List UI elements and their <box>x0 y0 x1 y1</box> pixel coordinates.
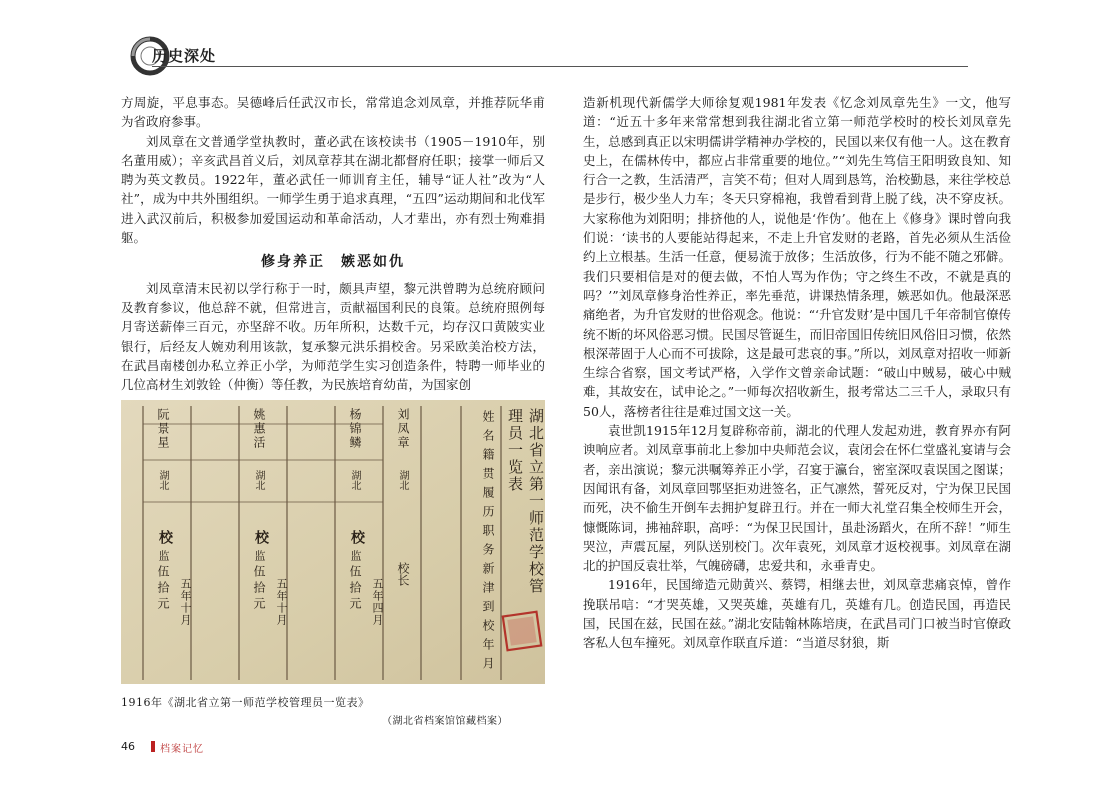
pay-char: 元 <box>156 597 170 613</box>
pay-char: 元 <box>252 597 266 613</box>
header-char: 名 <box>481 429 495 448</box>
row-name: 姚惠活 <box>252 408 266 450</box>
header-char: 校 <box>481 619 495 638</box>
row-role: 校 <box>157 530 173 544</box>
pay-char: 伍 <box>348 565 362 581</box>
row-pay-amount <box>251 565 268 613</box>
archive-row <box>395 408 419 678</box>
row-name: 阮景星 <box>156 408 170 450</box>
header-char: 历 <box>481 505 495 524</box>
footer-bar-icon <box>151 741 155 752</box>
row-date: 五年十月 <box>179 578 192 626</box>
row-name: 刘凤章 <box>396 408 410 450</box>
header-char: 务 <box>481 543 495 562</box>
row-date: 五年十月 <box>275 578 288 626</box>
figure-caption: 1916年《湖北省立第一师范学校管理员一览表》 <box>121 696 370 709</box>
paragraph: 1916年，民国缔造元勋黄兴、蔡锷，相继去世，刘凤章悲痛哀悼，曾作挽联吊唁：“才哭英雄，又哭英雄，英雄有几，英雄有几。创造民国，再造民国，民国在兹，民国在兹。”湖北安陆翰林陈培庚，在武昌司门口被当时官僚政客私人包车撞死。刘凤章作联直斥道：“当道尽豺狼，斯 <box>583 577 1011 651</box>
paragraph: 刘凤章清末民初以学行称于一时，颇具声望，黎元洪曾聘为总统府顾问及教育参议，他总辞不就，但常进言，贡献福国利民的良策。总统府照例每月寄送薪俸三百元，亦坚辞不收。历年所积，达数千元，均存汉口黄陂实业银行，后经友人婉劝利用该款，复承黎元洪乐捐校舍。另采欧美治校方法，在武昌南楼创办私立养正小学，为师范学生实习创造条件，特聘一师毕业的几位高材生刘敦铨（仲衡）等任教，为民族培育幼苗，为国家创 <box>121 280 545 393</box>
row-origin: 湖北 <box>397 470 408 490</box>
row-role: 校 <box>253 530 269 544</box>
row-date: 五年四月 <box>371 578 384 626</box>
header-char: 新 <box>481 562 495 581</box>
section-title: 历史深处 <box>152 47 217 65</box>
magazine-name: 档案记忆 <box>160 744 204 755</box>
archive-row <box>347 408 381 678</box>
header-rule <box>152 66 968 67</box>
archive-col-headers <box>467 410 497 680</box>
header-char: 贯 <box>481 467 495 486</box>
pay-char: 拾 <box>348 581 362 597</box>
row-pay-amount <box>155 565 172 613</box>
row-pay-label: 监 <box>349 550 362 561</box>
archival-document-photo <box>121 400 545 684</box>
row-role: 校 <box>349 530 365 544</box>
pay-char: 元 <box>348 597 362 613</box>
header-char: 月 <box>481 657 495 676</box>
row-name: 杨锦鳞 <box>348 408 362 450</box>
header-char: 年 <box>481 638 495 657</box>
header-char: 津 <box>481 581 495 600</box>
archive-doc-title: 湖北省立第一师范学校管理员一览表 <box>506 408 545 595</box>
header-char: 籍 <box>481 448 495 467</box>
header-char: 到 <box>481 600 495 619</box>
pay-char: 拾 <box>252 581 266 597</box>
row-origin: 湖北 <box>157 470 168 490</box>
archive-row <box>155 408 189 678</box>
left-text-column <box>121 93 545 394</box>
header-char: 姓 <box>481 410 495 429</box>
row-pay-label: 监 <box>157 550 170 561</box>
row-origin: 湖北 <box>253 470 264 490</box>
right-text-column <box>583 93 1011 653</box>
row-pay-amount <box>347 565 364 613</box>
header-char: 履 <box>481 486 495 505</box>
header-char: 职 <box>481 524 495 543</box>
page-number: 46 <box>121 740 135 753</box>
pay-char: 拾 <box>156 581 170 597</box>
paragraph: 袁世凯1915年12月复辟称帝前，湖北的代理人发起劝进，教育界亦有阿谀响应者。刘凤章事前北上参加中央师范会议，袁闭会在怀仁堂盛礼宴请与会者，亲出演说；黎元洪嘱筹养正小学，召宴于瀛台，密室深叹袁误国之图谋；因闻讯有备，刘凤章回鄂坚拒劝进签名，正气凛然，誓死反对，宁为保卫民国而死，决不偷生开倒车去拥护复辟丑行。并在一师大礼堂召集全校师生开会，慷慨陈词，拂袖辞职，高呼：“为保卫民国计，虽赴汤蹈火，在所不辞！”师生哭泣，声震瓦屋，列队送别校门。次年袁死，刘凤章才返校视事。刘凤章在湖北的护国反袁壮举，气魄磅礴，忠爱共和，永垂青史。 <box>583 423 1011 574</box>
section-subheading: 修身养正 嫉恶如仇 <box>261 254 405 271</box>
paragraph: 造新机现代新儒学大师徐复观1981年发表《忆念刘凤章先生》一文，他写道：“近五十多年来常常想到我往湖北省立第一师范学校时的校长刘凤章先生，总感到真正以宋明儒讲学精神办学校的，民国以来仅有他一人。这在教育史上，在儒林传中，都应占非常重要的地位。”“刘先生笃信王阳明致良知、知行合一之教，生活清严，言笑不苟；但对人周到恳笃，治校勤恳，来往学校总是步行，极少坐人力车；冬天只穿棉袍，我曾看到背上脱了线，决不穿皮袄。大家称他为刘阳明；排挤他的人，说他是‘作伪’。他在上《修身》课时曾向我们说：‘读书的人要能站得起来，不走上升官发财的老路，首先必须从生活俭约上立根基。生活一任意，便易流于放侈；生活放侈，行为不能不随之邪僻。我们只要相信是对的便去做，不怕人骂为作伪；守之终生不改，不就是真的吗？’”刘凤章修身治性养正，率先垂范，讲课热情条理，嫉恶如仇。他最深恶痛绝者，为升官发财的世俗观念。他说：“‘升官发财’是中国几千年帝制官僚传统不断的坏风俗恶习惯。民国尽管诞生，而旧帝国旧传统旧风俗旧习惯，依然根深蒂固于人心而不可拔除，这是最可悲哀的事。”所以，刘凤章对招收一师新生综合省察，国文考试严格，入学作文曾亲命试题：“破山中贼易，破心中贼难，其故安在，试申论之。”一师每次招收新生，报考常达二三千人，录取只有50人，落榜者往往是难过国文这一关。 <box>583 95 1011 419</box>
section-header <box>128 36 968 76</box>
row-origin: 湖北 <box>349 470 360 490</box>
paragraph: 刘凤章在文普通学堂执教时，董必武在该校读书（1905－1910年，别名董用威）；辛亥武昌首义后，刘凤章荐其在湖北都督府任职；接掌一师后又聘为英文教员。1922年，董必武任一师训育主任，辅导“证人社”改为“人社”，成为中共外围组织。一师学生勇于追求真理，“五四”运动期间和北伐军进入武汉前后，积极参加爱国运动和革命活动，人才辈出，亦有烈士殉难捐躯。 <box>121 133 545 246</box>
row-pay-label: 监 <box>253 550 266 561</box>
pay-char: 伍 <box>156 565 170 581</box>
archive-row <box>251 408 285 678</box>
row-role: 校长 <box>396 562 410 586</box>
paragraph: 方周旋，平息事态。吴德峰后任武汉市长，常常追念刘凤章，并推荐阮华甫为省政府参事。 <box>121 95 545 130</box>
pay-char: 伍 <box>252 565 266 581</box>
figure-credit: （湖北省档案馆馆藏档案） <box>382 716 508 727</box>
